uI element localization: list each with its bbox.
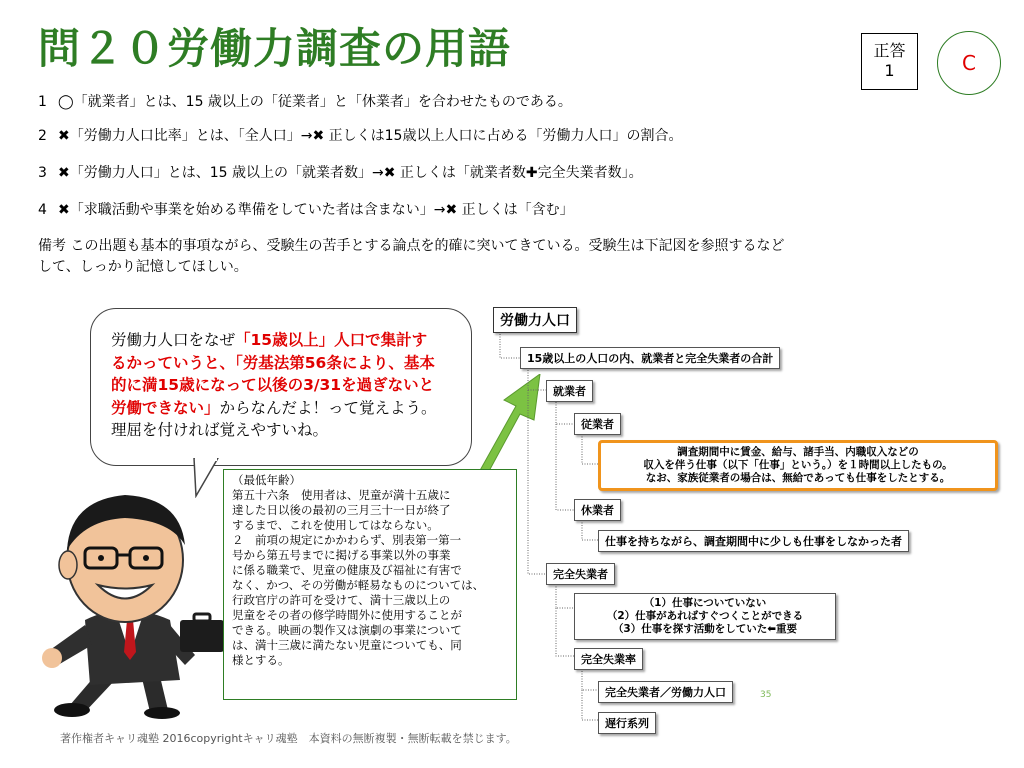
tree-lagging-series: 遅行系列 — [598, 712, 656, 734]
remark-line-1: 備考 この出題も基本的事項ながら、受験生の苦手とする論点を的確に突いてきている。受験生は下記図を参照するなど — [38, 238, 785, 254]
law-line: 行政官庁の許可を受けて、満十三歳以上の — [232, 593, 451, 607]
definition-line: （1）仕事についていない — [643, 597, 767, 609]
law-line: なく、かつ、その労働が軽易なものについては、 — [232, 578, 485, 592]
businessman-illustration — [30, 480, 230, 720]
speech-bubble — [90, 308, 472, 466]
definition-line: 収入を伴う仕事（以下「仕事」という。）を１時間以上したもの。 — [643, 459, 953, 471]
question-text: ◯「就業者」とは、15 歳以上の「従業者」と「休業者」を合わせたものである。 — [58, 94, 572, 110]
answer-choice: C — [937, 31, 1001, 95]
tree-workers: 従業者 — [574, 413, 621, 435]
question-number: 3 — [38, 165, 47, 181]
tree-absent-definition: 仕事を持ちながら、調査期間中に少しも仕事をしなかった者 — [598, 530, 909, 552]
tree-workers-definition — [598, 440, 998, 491]
question-text: ✖「労働力人口」とは、15 歳以上の「就業者数」→✖ 正しくは「就業者数✚完全失業者数」。 — [58, 165, 643, 181]
tree-unemployed-definition — [574, 593, 836, 640]
bubble-highlight: 労働できない」 — [111, 398, 220, 417]
bubble-highlight: 的に満15歳になって以後の3/31を過ぎないと — [111, 376, 435, 394]
page-title: 問２０労働力調査の用語 — [38, 24, 512, 73]
question-2 — [38, 126, 682, 146]
answer-label: 正答 — [873, 41, 906, 60]
law-line: できる。映画の製作又は演劇の事業について — [232, 623, 462, 637]
bubble-highlight: 「15歳以上」人口で集計す — [235, 331, 428, 349]
law-line: 様とする。 — [232, 653, 290, 667]
tree-absent: 休業者 — [574, 499, 621, 521]
remark-line-2: して、しっかり記憶してほしい。 — [38, 259, 248, 275]
question-4 — [38, 200, 574, 220]
answer-label-box — [861, 33, 918, 90]
law-line: ２ 前項の規定にかかわらず、別表第一第一 — [232, 533, 462, 547]
question-1 — [38, 92, 572, 112]
law-line: 第五十六条 使用者は、児童が満十五歳に — [232, 488, 451, 502]
bubble-text: からなんだよ！って覚えよう。 — [219, 398, 437, 417]
law-line: は、満十三歳に満たない児童についても、同 — [232, 638, 462, 652]
tree-unemployment-rate-definition: 完全失業者／労働力人口 — [598, 681, 733, 703]
definition-line: 調査期間中に賃金、給与、諸手当、内職収入などの — [677, 446, 919, 458]
tree-labor-force: 労働力人口 — [493, 307, 577, 333]
bubble-highlight: るかっていうと、「労基法第56条により、基本 — [111, 353, 435, 372]
page-number: 35 — [760, 690, 772, 700]
question-3 — [38, 163, 643, 183]
definition-line: （2）仕事があればすぐつくことができる — [606, 610, 804, 622]
law-line: 号から第五号までに掲げる事業以外の事業 — [232, 548, 451, 562]
copyright-footer: 著作権者キャリ魂塾 2016copyrightキャリ魂塾 本資料の無断複製・無断転載を禁じます。 — [60, 732, 517, 745]
tree-unemployed: 完全失業者 — [546, 563, 615, 585]
labor-law-article — [223, 469, 517, 700]
law-line: に係る職業で、児童の健康及び福祉に有害で — [232, 563, 462, 577]
remark — [38, 236, 988, 278]
definition-line: なお、家族従業者の場合は、無給であっても仕事をしたとする。 — [645, 472, 951, 484]
tree-labor-force-definition: 15歳以上の人口の内、就業者と完全失業者の合計 — [520, 347, 780, 369]
definition-line: （3）仕事を探す活動をしていた⬅重要 — [612, 623, 798, 635]
law-line: 達した日以後の最初の三月三十一日が終了 — [232, 503, 451, 517]
question-number: 1 — [38, 94, 47, 110]
answer-number: 1 — [884, 61, 895, 80]
question-number: 4 — [38, 202, 47, 218]
law-line: するまで、これを使用してはならない。 — [232, 518, 439, 532]
bubble-text: 労働力人口をなぜ — [111, 331, 236, 349]
tree-employed: 就業者 — [546, 380, 593, 402]
tree-unemployment-rate: 完全失業率 — [574, 648, 643, 670]
question-number: 2 — [38, 128, 47, 144]
law-line: （最低年齢） — [232, 473, 301, 487]
bubble-text: 理屈を付ければ覚えやすいね。 — [111, 421, 329, 439]
question-text: ✖「労働力人口比率」とは、「全人口」→✖ 正しくは15歳以上人口に占める「労働力人口」の割合。 — [58, 128, 683, 144]
question-text: ✖「求職活動や事業を始める準備をしていた者は含まない」→✖ 正しくは「含む」 — [58, 202, 574, 218]
law-line: 児童をその者の修学時間外に使用することが — [232, 608, 462, 622]
